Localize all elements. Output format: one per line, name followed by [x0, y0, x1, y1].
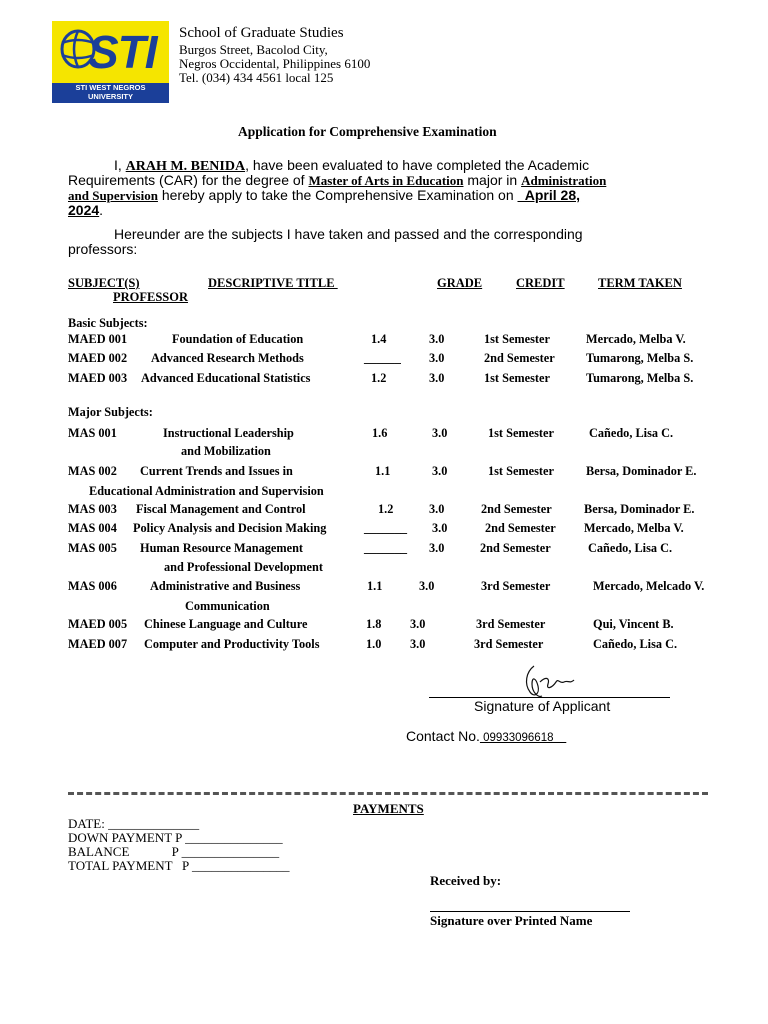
basic-subjects-label: Basic Subjects:: [68, 316, 148, 330]
globe-icon: [58, 27, 98, 71]
contact-number: 09933096618: [479, 732, 567, 744]
balance: BALANCE P _______________: [68, 844, 280, 859]
intro-line-1: I, ARAH M. BENIDA, have been evaluated to have completed the Academic: [114, 157, 590, 174]
logo-mark: STI: [88, 26, 157, 78]
total-payment: TOTAL PAYMENT P _______________: [68, 858, 290, 873]
applicant-name: ARAH M. BENIDA: [125, 159, 246, 174]
contact-label: Contact No.: [406, 728, 480, 744]
intro-line-4: 2024.: [68, 202, 104, 218]
exam-date-1: April 28,: [517, 187, 581, 203]
signature-label: Signature of Applicant: [474, 698, 611, 714]
school-name: School of Graduate Studies: [179, 25, 344, 41]
major-part-2: and Supervision: [68, 188, 158, 203]
header-term: TERM TAKEN: [598, 276, 682, 290]
header-title: DESCRIPTIVE TITLE: [208, 276, 338, 290]
received-by: Received by:: [430, 873, 502, 888]
hereunder-line-1: Hereunder are the subjects I have taken and passed and the corresponding: [114, 226, 583, 242]
down-payment: DOWN PAYMENT P _______________: [68, 830, 283, 845]
intro-line-2: Requirements (CAR) for the degree of Master of Arts in Education major in Administration: [68, 172, 607, 188]
major-subjects-label: Major Subjects:: [68, 405, 153, 419]
payments-heading: PAYMENTS: [353, 801, 424, 816]
degree: Master of Arts in Education: [308, 173, 464, 188]
header-credit: CREDIT: [516, 276, 565, 290]
intro-line-3: and Supervision hereby apply to take the Comprehensive Examination on April 28,: [68, 187, 581, 203]
header-subjects: SUBJECT(S): [68, 276, 140, 290]
sti-logo: [52, 21, 169, 103]
contact-line: [406, 728, 566, 744]
received-signature-line: [430, 911, 630, 912]
payment-date: DATE: ______________: [68, 816, 200, 831]
header-grade: GRADE: [437, 276, 483, 290]
hereunder-line-2: professors:: [68, 241, 138, 257]
address-line-1: Burgos Street, Bacolod City,: [179, 42, 328, 57]
address-line-2: Negros Occidental, Philippines 6100: [179, 56, 371, 71]
exam-date-2: 2024: [68, 202, 100, 218]
signature-over-name: Signature over Printed Name: [430, 913, 593, 928]
logo-band: STI WEST NEGROS UNIVERSITY: [52, 83, 169, 103]
header-professor: PROFESSOR: [113, 290, 189, 304]
telephone: Tel. (034) 434 4561 local 125: [179, 70, 334, 85]
major-part-1: Administration: [521, 173, 607, 188]
page-title: Application for Comprehensive Examination: [238, 124, 497, 139]
separator: [68, 792, 708, 795]
